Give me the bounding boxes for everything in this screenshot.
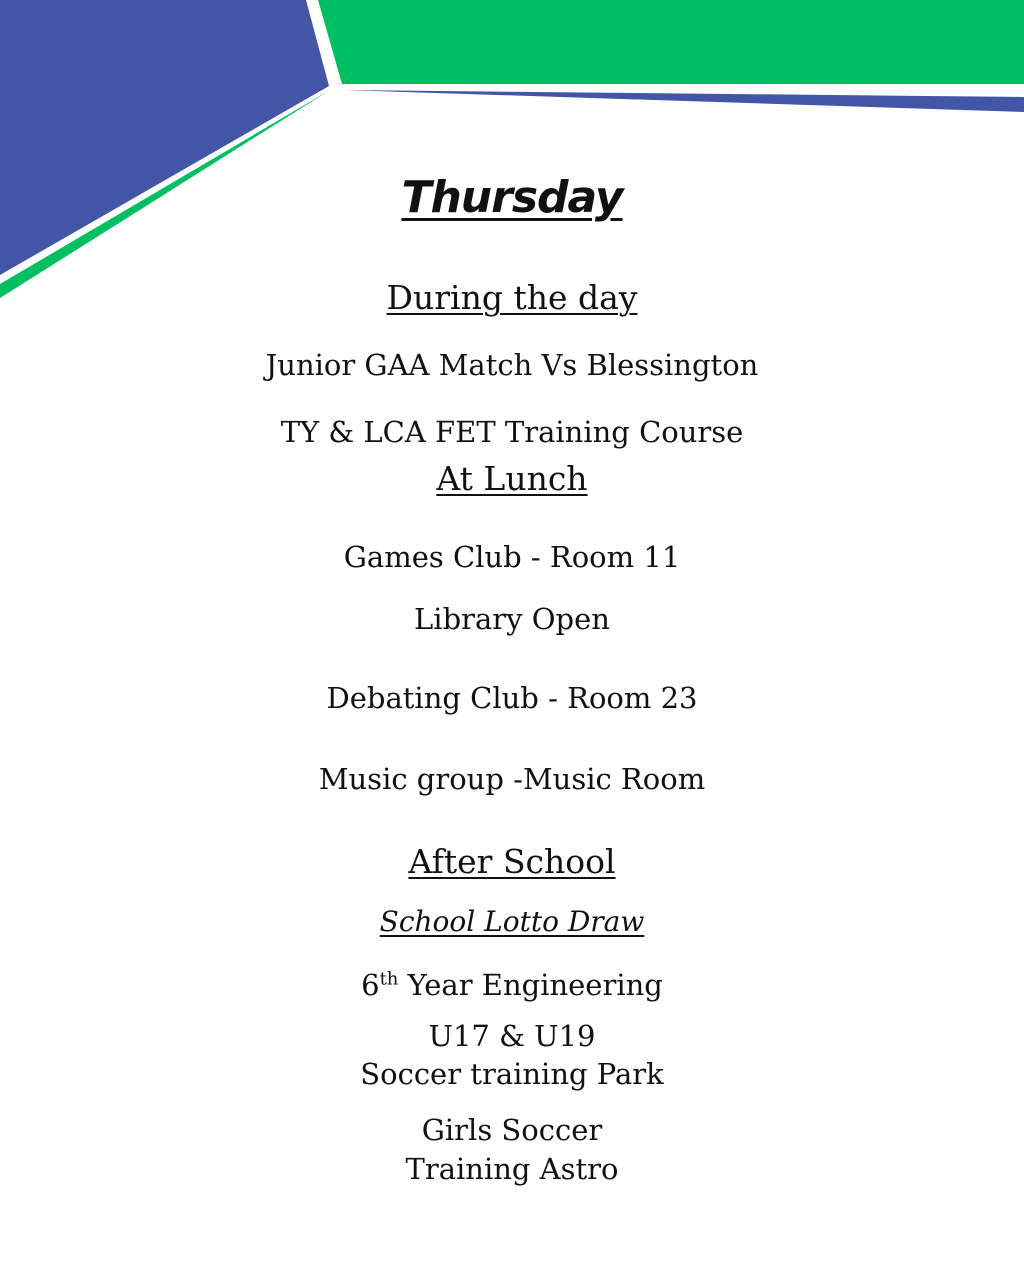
engineering-item [0, 968, 1024, 1002]
engineering-superscript: th [379, 968, 399, 990]
school-lotto-draw-text: School Lotto Draw [379, 905, 645, 938]
list-item: Library Open [414, 602, 610, 636]
blue-thin-stripe [344, 90, 1024, 112]
list-item: Games Club - Room 11 [343, 540, 681, 574]
after-school-heading: After School [408, 842, 616, 881]
list-item: Music group -Music Room [318, 762, 706, 796]
day-title: Thursday [401, 172, 623, 223]
soccer-u17-line-2: Soccer training Park [360, 1057, 664, 1091]
green-top-banner [318, 0, 1024, 84]
at-lunch-heading: At Lunch [436, 459, 588, 498]
during-the-day-heading: During the day [386, 278, 638, 317]
blue-corner-shape [0, 0, 329, 275]
soccer-u17-line-1: U17 & U19 [428, 1019, 596, 1053]
girls-soccer-line-2: Training Astro [405, 1152, 619, 1186]
girls-soccer-line-1: Girls Soccer [421, 1113, 603, 1147]
engineering-text: Year Engineering [398, 968, 663, 1002]
list-item: Debating Club - Room 23 [326, 681, 698, 715]
engineering-number: 6 [361, 968, 380, 1002]
list-item: Junior GAA Match Vs Blessington [265, 348, 759, 382]
list-item: TY & LCA FET Training Course [280, 415, 744, 449]
